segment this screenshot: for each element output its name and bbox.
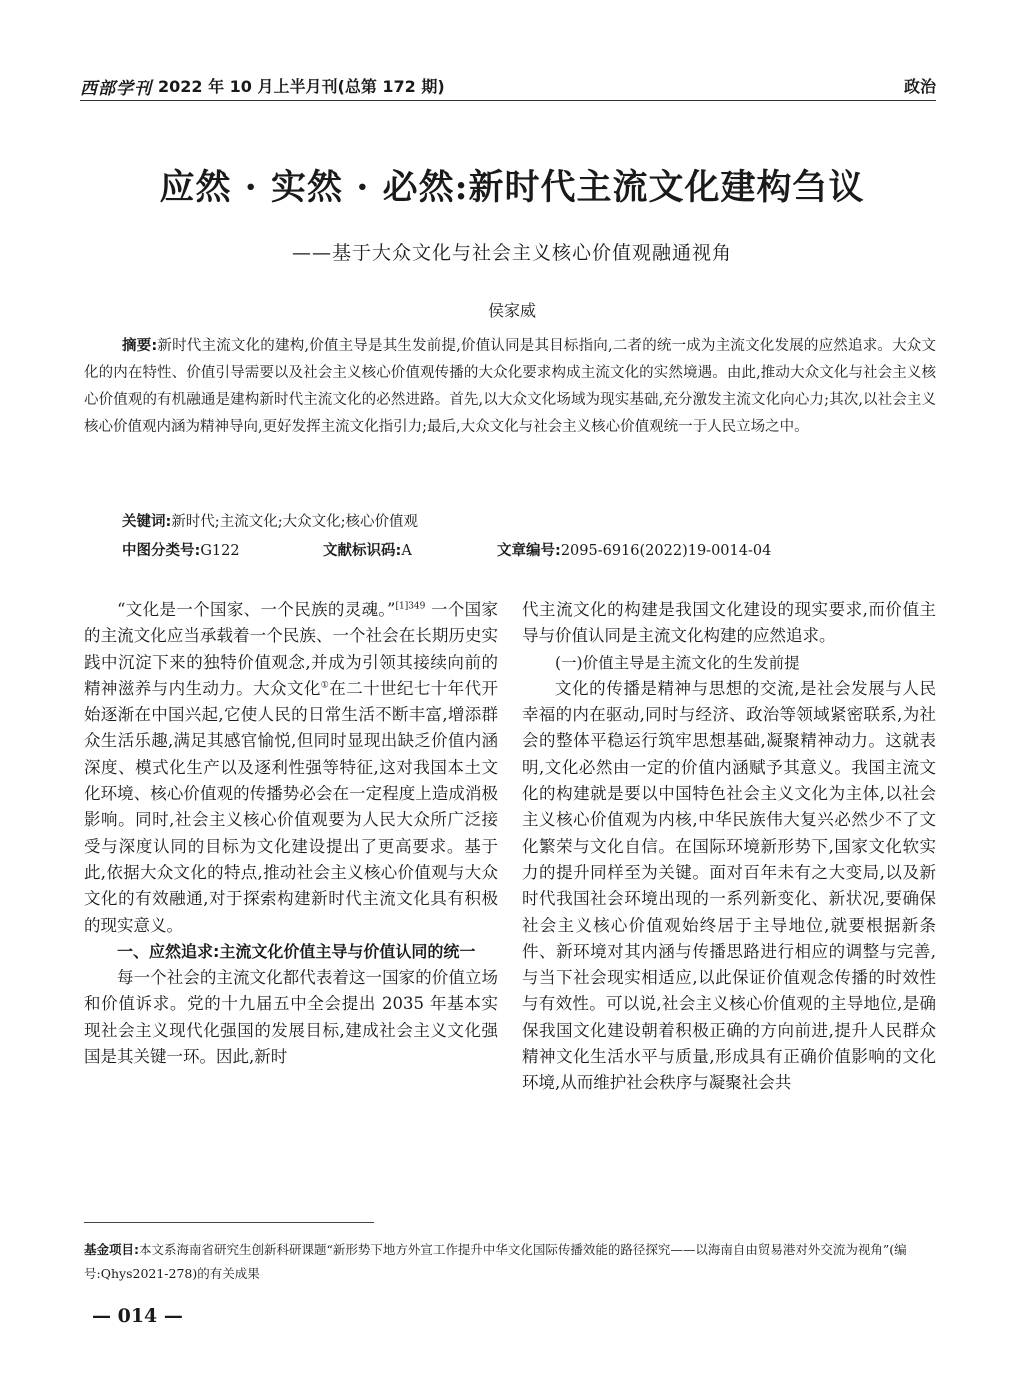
funding-text: 本文系海南省研究生创新科研课题“新形势下地方外宣工作提升中华文化国际传播效能的路径探究——以海南自由贸易港对外交流为视角”(编号:Qhys2021-278)的有关成果 xyxy=(84,1242,907,1281)
section-heading: 一、应然追求:主流文化价值主导与价值认同的统一 xyxy=(117,941,476,961)
footnote-rule xyxy=(84,1222,374,1223)
body-paragraph xyxy=(84,597,498,939)
funding-label: 基金项目: xyxy=(84,1242,139,1257)
article-number xyxy=(497,539,771,560)
citation-ref[interactable]: [1]349 xyxy=(395,601,426,612)
body-column-right xyxy=(522,597,936,1097)
doc-label: 文献标识码: xyxy=(323,543,402,559)
running-header xyxy=(80,70,936,100)
keywords-label: 关键词: xyxy=(122,514,172,530)
body-column-left xyxy=(84,597,498,1070)
clc-code xyxy=(122,539,240,560)
article-value: 2095-6916(2022)19-0014-04 xyxy=(560,543,772,559)
document-code xyxy=(323,539,412,560)
page-number: — 014 — xyxy=(92,1305,183,1327)
abstract-label: 摘要: xyxy=(122,338,158,354)
article-title: 应然 · 实然 · 必然:新时代主流文化建构刍议 xyxy=(159,167,865,208)
body-paragraph: 文化的传播是精神与思想的交流,是社会发展与人民幸福的内在驱动,同时与经济、政治等领域紧密联系,为社会的整体平稳运行筑牢思想基础,凝聚精神动力。这就表明,文化必然由一定的价值内涵赋予其意义。我国主流文化的构建就是要以中国特色社会主义文化为主体,以社会主义核心价值观为内核,中华民族伟大复兴必然少不了文化繁荣与文化自信。在国际环境新形势下,国家文化软实力的提升同样至为关键。面对百年未有之大变局,以及新时代我国社会环境出现的一系列新变化、新状况,要确保社会主义核心价值观始终居于主导地位,就要根据新条件、新环境对其内涵与传播思路进行相应的调整与完善,与当下社会现实相适应,以此保证价值观念传播的时效性与有效性。可以说,社会主义核心价值观的主导地位,是确保我国文化建设朝着积极正确的方向前进,提升人民群众精神文化生活水平与质量,形成具有正确价值影响的文化环境,从而维护社会秩序与凝聚社会共 xyxy=(522,678,936,1093)
quote-text: “文化是一个国家、一个民族的灵魂。” xyxy=(117,600,396,619)
clc-value: G122 xyxy=(200,543,240,559)
keywords xyxy=(122,510,418,531)
doc-value: A xyxy=(401,543,412,559)
funding-footnote xyxy=(84,1238,936,1286)
article-subtitle: ——基于大众文化与社会主义核心价值观融通视角 xyxy=(291,242,732,264)
body-paragraph: 代主流文化的构建是我国文化建设的现实要求,而价值主导与价值认同是主流文化构建的应然追求。 xyxy=(522,600,936,646)
author-name: 侯家威 xyxy=(487,301,536,320)
subsection-heading: (一)价值主导是主流文化的生发前提 xyxy=(555,653,800,672)
body-paragraph: 每一个社会的主流文化都代表着这一国家的价值立场和价值诉求。党的十九届五中全会提出 2035 年基本实现社会主义现代化强国的发展目标,建成社会主义文化强国是其关键一环。因此,新时 xyxy=(84,968,498,1067)
keywords-text: 新时代;主流文化;大众文化;核心价值观 xyxy=(171,514,418,530)
clc-label: 中图分类号: xyxy=(122,543,201,559)
abstract xyxy=(84,333,936,441)
header-rule xyxy=(80,100,936,101)
paragraph-text: 一个国家的主流文化应当承载着一个民族、一个社会在长期历史实践中沉淀下来的独特价值观念,并成为引领其接续向前的精神滋养与内生动力。大众文化 xyxy=(84,600,499,698)
journal-logo: 西部学刊 xyxy=(80,79,152,99)
abstract-text: 新时代主流文化的建构,价值主导是其生发前提,价值认同是其目标指向,二者的统一成为主流文化发展的应然追求。大众文化的内在特性、价值引导需要以及社会主义核心价值观传播的大众化要求构成主流文化的实然境遇。由此,推动大众文化与社会主义核心价值观的有机融通是建构新时代主流文化的必然进路。首先,以大众文化场域为现实基础,充分激发主流文化向心力;其次,以社会主义核心价值观内涵为精神导向,更好发挥主流文化指引力;最后,大众文化与社会主义核心价值观统一于人民立场之中。 xyxy=(84,338,936,435)
footnote-marker[interactable]: ① xyxy=(320,680,330,691)
section-name: 政治 xyxy=(903,77,936,96)
issue-info: 2022 年 10 月上半月刊(总第 172 期) xyxy=(158,77,445,96)
article-label: 文章编号: xyxy=(497,543,561,559)
paragraph-text: 在二十世纪七十年代开始逐渐在中国兴起,它使人民的日常生活不断丰富,增添群众生活乐趣,满足其感官愉悦,但同时显现出缺乏价值内涵深度、模式化生产以及逐利性强等特征,这对我国本土文化环境、核心价值观的传播势必会在一定程度上造成消极影响。同时,社会主义核心价值观要为人民大众所广泛接受与深度认同的目标为文化建设提出了更高要求。基于此,依据大众文化的特点,推动社会主义核心价值观与大众文化的有效融通,对于探索构建新时代主流文化具有积极的现实意义。 xyxy=(84,678,499,935)
